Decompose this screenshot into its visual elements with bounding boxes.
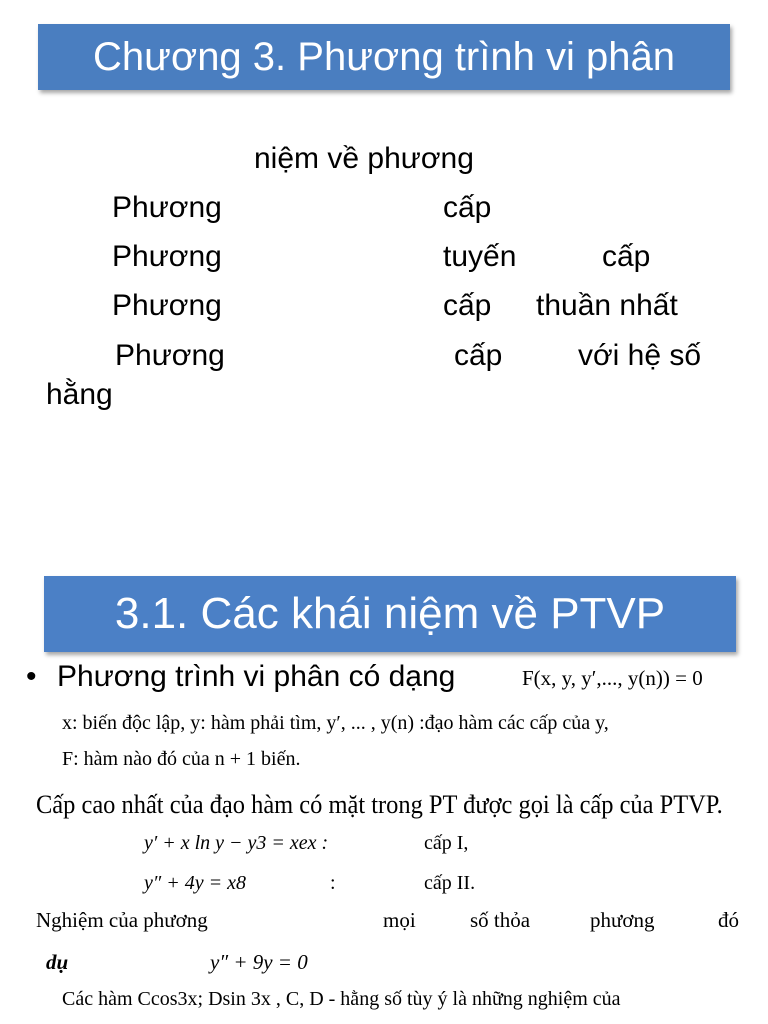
section-title-banner bbox=[44, 576, 736, 652]
outline-line-2 bbox=[112, 191, 222, 225]
solution-line-part-2 bbox=[383, 908, 416, 933]
outline-text: cấp bbox=[443, 289, 492, 322]
order-1: cấp I, bbox=[424, 832, 469, 854]
example-label bbox=[46, 950, 68, 975]
outline-line-5 bbox=[115, 339, 225, 373]
outline-line-3 bbox=[112, 240, 222, 274]
variables-text: x: biến độc lập, y: hàm phải tìm, y′, ... , y(n) :đạo hàm các cấp của y, bbox=[62, 712, 609, 734]
solution-word: Nghiệm của phương bbox=[36, 908, 208, 932]
outline-line-3c bbox=[602, 240, 650, 274]
outline-text: thuần nhất bbox=[536, 289, 678, 322]
example-equation-2 bbox=[144, 872, 246, 895]
chapter-title-banner bbox=[38, 24, 730, 90]
equation-1: y′ + x ln y − y3 = xex : bbox=[144, 832, 329, 854]
outline-text: tuyến bbox=[443, 240, 517, 273]
example-order-1 bbox=[424, 832, 468, 855]
solution-line-part-3 bbox=[470, 908, 530, 933]
example-equation-1 bbox=[144, 832, 328, 855]
general-ode-formula bbox=[522, 666, 703, 691]
outline-text: hằng bbox=[46, 378, 113, 411]
colon-2: : bbox=[330, 872, 336, 894]
example-label-text: dụ bbox=[46, 950, 69, 974]
order-definition bbox=[36, 790, 723, 820]
general-solution-text: Các hàm Ccos3x; Dsin 3x , C, D - hằng số tùy ý là những nghiệm của bbox=[62, 988, 621, 1010]
chapter-title: Chương 3. Phương trình vi phân bbox=[93, 34, 675, 79]
solution-line-part-1 bbox=[36, 908, 208, 933]
outline-line-3b bbox=[443, 240, 516, 274]
outline-line-4c bbox=[536, 289, 678, 323]
outline-line-1 bbox=[254, 142, 474, 176]
outline-text: Phương bbox=[112, 240, 222, 273]
function-description bbox=[62, 748, 300, 771]
solution-line-part-5 bbox=[718, 908, 739, 933]
solution-line-part-4 bbox=[590, 908, 655, 933]
outline-line-4 bbox=[112, 289, 222, 323]
function-text: F: hàm nào đó của n + 1 biến. bbox=[62, 748, 301, 770]
equation-3: y″ + 9y = 0 bbox=[210, 950, 308, 974]
section-title: 3.1. Các khái niệm về PTVP bbox=[114, 589, 666, 638]
formula-text: F(x, y, y′,..., y(n)) = 0 bbox=[522, 666, 703, 690]
example-order-2 bbox=[424, 872, 475, 895]
equation-2: y″ + 4y = x8 bbox=[144, 872, 246, 894]
outline-line-5c bbox=[578, 339, 701, 373]
bullet-text bbox=[57, 660, 455, 694]
outline-text: Phương bbox=[115, 339, 225, 372]
outline-text: niệm về phương bbox=[254, 142, 474, 175]
bullet-marker: • bbox=[26, 660, 37, 693]
outline-text: với hệ số bbox=[578, 339, 702, 372]
outline-text: Phương bbox=[112, 191, 222, 224]
order-definition-text: Cấp cao nhất của đạo hàm có mặt trong PT được gọi là cấp của PTVP. bbox=[36, 790, 723, 819]
bullet-text-span: Phương trình vi phân có dạng bbox=[57, 660, 456, 693]
outline-text: cấp bbox=[602, 240, 651, 273]
variables-description bbox=[62, 712, 609, 735]
general-solution-line bbox=[62, 988, 621, 1011]
outline-text: cấp bbox=[443, 191, 492, 224]
solution-word: đó bbox=[718, 908, 739, 932]
example-equation-3 bbox=[210, 950, 308, 975]
outline-line-4b bbox=[443, 289, 491, 323]
solution-word: mọi bbox=[383, 908, 416, 932]
outline-line-2b bbox=[443, 191, 491, 225]
outline-text: cấp bbox=[454, 339, 503, 372]
order-2: cấp II. bbox=[424, 872, 476, 894]
solution-word: số thỏa bbox=[470, 908, 531, 932]
solution-word: phương bbox=[590, 908, 655, 932]
outline-line-5b bbox=[454, 339, 502, 373]
outline-text: Phương bbox=[112, 289, 222, 322]
example-colon-2 bbox=[330, 872, 336, 895]
outline-line-6 bbox=[46, 378, 113, 412]
